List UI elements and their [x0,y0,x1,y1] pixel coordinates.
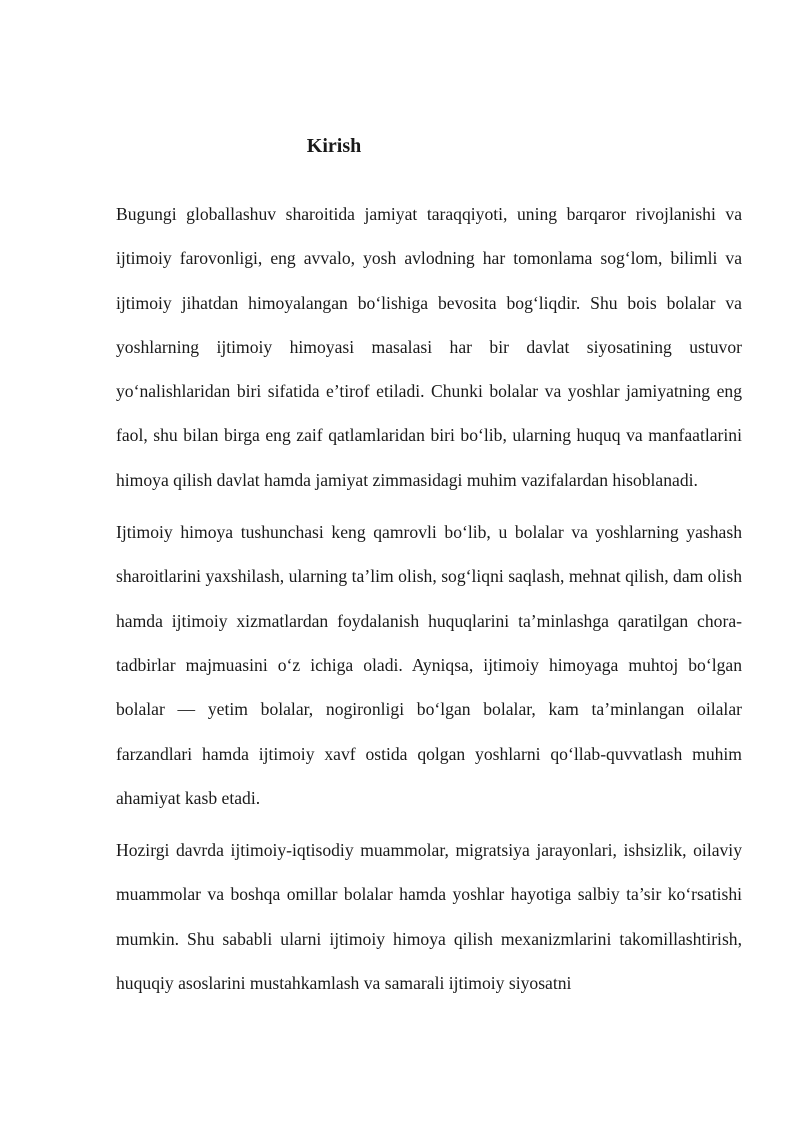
paragraph-1: Bugungi globallashuv sharoitida jamiyat taraqqiyoti, uning barqaror rivojlanishi va ijtimoiy farovonligi, eng avvalo, yosh avlodning har tomonlama sog‘lom, bilimli va ijtimoiy jihatdan himoyalangan bo‘lishiga bevosita bog‘liqdir. Shu bois bolalar va yoshlarning ijtimoiy himoyasi masalasi har bir davlat siyosatining ustuvor yo‘nalishlaridan biri sifatida e’tirof etiladi. Chunki bolalar va yoshlar jamiyatning eng faol, shu bilan birga eng zaif qatlamlaridan biri bo‘lib, ularning huquq va manfaatlarini himoya qilish davlat hamda jamiyat zimmasidagi muhim vazifalardan hisoblanadi. [116,204,742,490]
paragraph-3: Hozirgi davrda ijtimoiy-iqtisodiy muammolar, migratsiya jarayonlari, ishsizlik, oilaviy muammolar va boshqa omillar bolalar hamda yoshlar hayotiga salbiy ta’sir ko‘rsatishi mumkin. Shu sababli ularni ijtimoiy himoya qilish mexanizmlarini takomillashtirish, huquqiy asoslarini mustahkamlash va samarali ijtimoiy siyosatni [116,840,742,994]
paragraph-2: Ijtimoiy himoya tushunchasi keng qamrovli bo‘lib, u bolalar va yoshlarning yashash sharoitlarini yaxshilash, ularning ta’lim olish, sog‘liqni saqlash, mehnat qilish, dam olish hamda ijtimoiy xizmatlardan foydalanish huquqlarini ta’minlashga qaratilgan chora-tadbirlar majmuasini o‘z ichiga oladi. Ayniqsa, ijtimoiy himoyaga muhtoj bo‘lgan bolalar — yetim bolalar, nogironligi bo‘lgan bolalar, kam ta’minlangan oilalar farzandlari hamda ijtimoiy xavf ostida qolgan yoshlarni qo‘llab-quvvatlash muhim ahamiyat kasb etadi. [116,522,742,808]
document-body [116,192,742,1013]
page-title: Kirish [306,135,362,157]
